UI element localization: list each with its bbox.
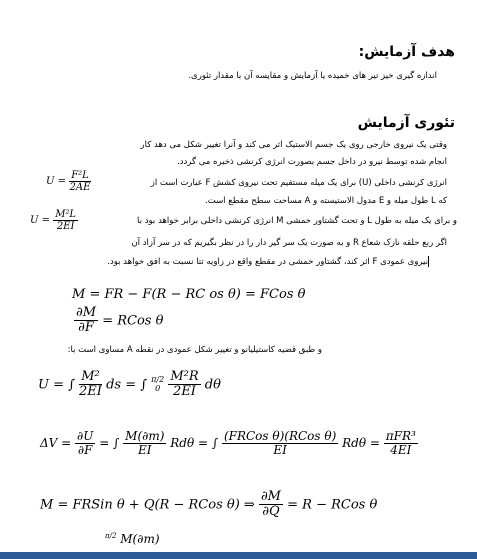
partial-m: M [120, 532, 133, 546]
castigliano-sentence: و طبق قضیه کاستیلیانو و تغییر شکل عمودی در نقطه A مساوی است با: [67, 345, 322, 355]
theory-paragraph-2-line-2: که L طول میله و E مدول الاستیسته و A مساحت سطح مقطع است. [205, 196, 447, 206]
dm-df-equation [74, 306, 163, 336]
theory-paragraph-3-line-2: اگر ربع حلقه نازک شعاع R و به صورت یک سر گیر دار را در نظر بگیریم که در سر آزاد آن [131, 238, 447, 248]
strain-energy-lower-limit: 0 [155, 383, 161, 393]
dm-dq-denominator: ∂Q [262, 504, 280, 520]
dm-df-denominator: ∂F [78, 320, 94, 336]
bending-energy-numerator: M²L [55, 209, 77, 220]
partial-dm: ∂m [137, 532, 155, 546]
deflection-equation [40, 430, 418, 457]
partial-next-equation: $^{\pi/2}$ M(∂m) [105, 532, 160, 546]
strain-energy-upper-limit: π/2 [151, 375, 165, 384]
axial-energy-fraction [69, 170, 91, 193]
deflection-du: ∂U [77, 429, 94, 443]
strain-energy-first-fraction [79, 370, 102, 400]
deflection-frc-product: (FRCos θ)(RCos θ) [223, 429, 337, 443]
theory-paragraph-1-line-2: انجام شده توسط نیرو در داخل جسم بصورت انرژی کرنشی ذخیره می گردد. [177, 157, 447, 167]
goal-text: اندازه گیری خیز تیر های خمیده یا آزمایش و مقایسه آن با مقدار تئوری. [188, 71, 437, 81]
dm-df-fraction [74, 306, 98, 336]
dm-dq-fraction [259, 490, 283, 520]
text-cursor [428, 256, 429, 267]
theory-paragraph-3-line-1: و برای یک میله به طول L و تحت گشتاور خمشی M انرژی کرنشی داخلی برابر خواهد بود با [137, 216, 457, 226]
deflection-ei: EI [138, 443, 152, 458]
deflection-result-numerator: πFR³ [385, 429, 416, 443]
strain-energy-second-fraction [168, 370, 200, 400]
deflection-result [384, 430, 418, 457]
moment-equation: M = FR − F(R − RC os θ) = FCos θ [72, 287, 306, 302]
axial-energy-numerator: F²L [71, 170, 89, 181]
strain-energy-2ei: 2EI [79, 384, 102, 400]
deflection-eq-integral: = ∫ [99, 436, 120, 451]
strain-energy-dtheta: dθ [204, 377, 221, 393]
partial-upper-limit: π/2 [105, 532, 117, 540]
strain-energy-ds: ds = ∫ [106, 377, 148, 393]
strain-energy-m2r: M²R [170, 369, 199, 384]
strain-energy-limits [151, 376, 164, 394]
bending-energy-fraction [53, 209, 78, 232]
axial-energy-lhs: U = [46, 176, 66, 187]
theory-paragraph-1-line-1: وقتی یک نیروی خارجی روی یک جسم الاستیک اثر می کند و آنرا تغییر شکل می دهد کار [140, 140, 447, 150]
deflection-second-integrand [222, 430, 338, 457]
deflection-dm: ∂m [142, 429, 160, 443]
deflection-first-integrand [123, 430, 166, 457]
deflection-m-dm: M(∂m) [125, 429, 165, 443]
q-moment-equation [40, 490, 377, 520]
deflection-rdtheta: Rdθ = ∫ [170, 436, 219, 451]
strain-energy-m-squared: M² [79, 370, 102, 385]
bending-energy-lhs: U = [30, 215, 50, 226]
deflection-df: ∂F [77, 443, 93, 458]
theory-paragraph-3-line-3-text: نیروی عمودی F اثر کند، گشتاور خمشی در مقطع واقع در زاویه تتا نسبت به افق خواهد بود. [107, 257, 428, 267]
bottom-status-bar [0, 552, 477, 559]
deflection-result-frac: Rdθ = [342, 436, 384, 451]
deflection-du-df [75, 430, 95, 457]
deflection-lhs: ΔV = [40, 436, 72, 451]
deflection-m: M [125, 429, 138, 443]
strain-energy-integral [38, 370, 221, 400]
goal-heading: هدف آزمایش: [358, 44, 455, 60]
dm-dq-numerator: ∂M [260, 489, 281, 504]
theory-paragraph-2-line-1: انرژی کرنشی داخلی (U) برای یک میله مستقیم تحت نیروی کشش F عبارت است از [150, 178, 447, 188]
axial-energy-denominator: 2AE [69, 182, 91, 193]
dm-df-rhs: = RCos θ [102, 313, 164, 329]
strain-energy-lhs: U = ∫ [38, 377, 75, 393]
axial-energy-equation [46, 170, 91, 193]
theory-paragraph-3-line-3 [107, 256, 429, 267]
bending-energy-denominator: 2EI [56, 221, 75, 232]
bending-energy-equation [30, 209, 78, 232]
theory-heading: تئوری آزمایش [357, 115, 455, 131]
deflection-ei-b: EI [273, 443, 287, 458]
q-moment-lhs: M = FRSin θ + Q(R − RCos θ) ⇒ [40, 497, 255, 513]
dm-df-numerator: ∂M [76, 305, 97, 320]
dm-dq-rhs: = R − RCos θ [287, 497, 378, 513]
strain-energy-2ei-b: 2EI [173, 384, 196, 400]
deflection-result-denominator: 4EI [390, 443, 412, 458]
